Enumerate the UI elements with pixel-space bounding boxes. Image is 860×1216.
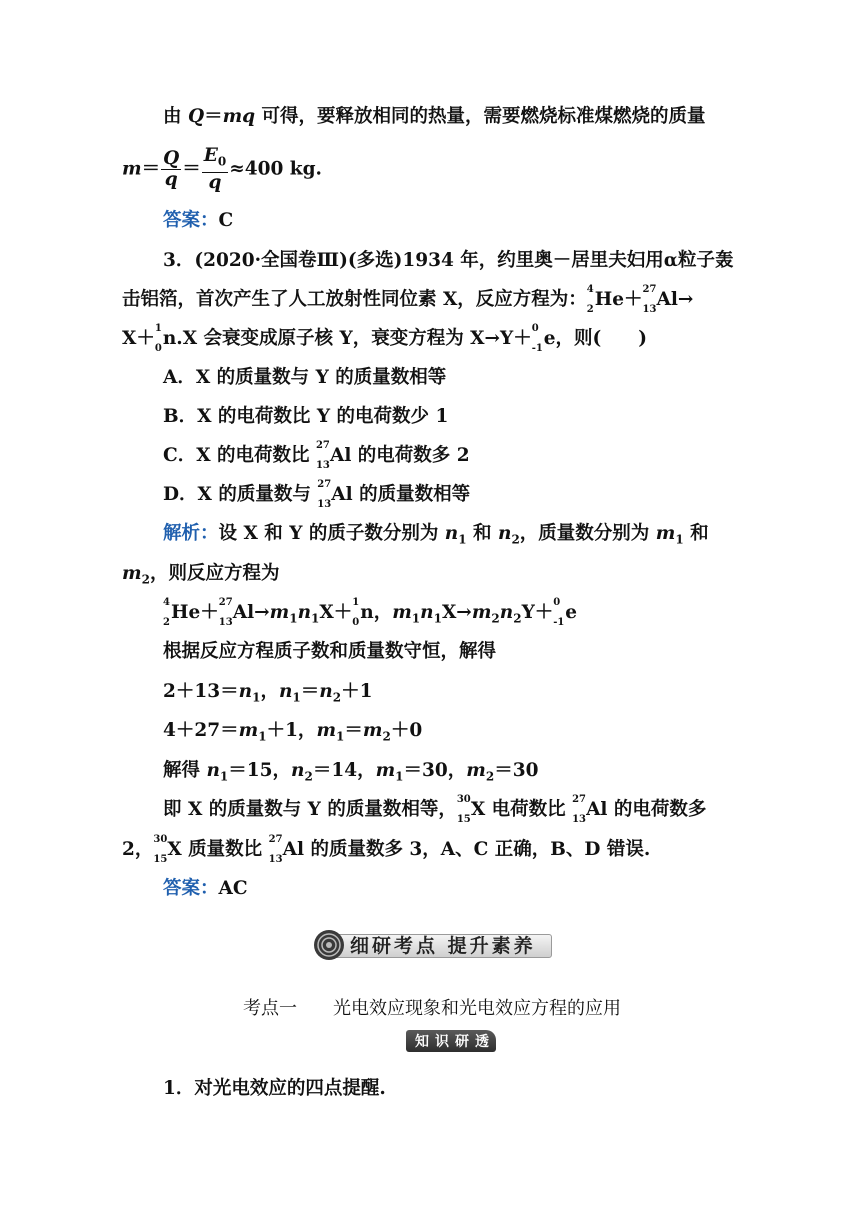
isotope [163, 597, 171, 628]
subscript: 2 [304, 769, 313, 784]
section-title [243, 996, 621, 1022]
text: 即 X 的质量数与 Y 的质量数相等， [163, 799, 457, 820]
text: ＝30 [494, 760, 539, 781]
subscript: 2 [332, 690, 342, 705]
option-b [163, 404, 448, 430]
text: n， [360, 602, 393, 623]
text: 2， [122, 839, 154, 860]
text: Al→ [656, 289, 694, 310]
var: m [392, 602, 412, 623]
solution-line [163, 794, 707, 825]
text: 2＋13＝ [163, 681, 239, 702]
text: ，则反应方程为 [149, 563, 280, 584]
atomic-number: 13 [317, 499, 332, 510]
atomic-number: 0 [154, 343, 162, 354]
text: X＋ [122, 328, 155, 349]
var: n [206, 760, 220, 781]
text: ， [260, 681, 279, 702]
option-c [163, 440, 470, 471]
var: m [122, 563, 142, 584]
atomic-number: 2 [586, 304, 594, 315]
subscript: 2 [485, 769, 495, 784]
text: He＋ [171, 602, 219, 623]
mass-number: 0 [531, 323, 539, 334]
text: Al 的质量数多 3，A、C 正确，B、D 错误. [282, 839, 651, 860]
mass-number: 27 [268, 834, 283, 845]
option-a [163, 365, 446, 391]
answer-value: AC [218, 878, 248, 899]
atomic-number: 15 [456, 814, 471, 825]
text: ，质量数分别为 [519, 523, 656, 544]
isotope [531, 323, 544, 354]
text: 考点一 光电效应现象和光电效应方程的应用 [243, 998, 621, 1019]
text: A．X 的质量数与 Y 的质量数相等 [163, 367, 447, 388]
var: m [269, 602, 290, 623]
var: m [655, 523, 676, 544]
atomic-number: 13 [268, 854, 283, 865]
text: ≈400 kg. [229, 158, 322, 180]
text: ＝ [300, 681, 320, 702]
atomic-number: 15 [153, 854, 168, 865]
subscript: 0 [217, 154, 227, 169]
isotope [317, 479, 332, 510]
var: m [471, 602, 492, 623]
var: n [319, 681, 333, 702]
subscript: 2 [513, 611, 522, 626]
text: Al 的电荷数多 [586, 799, 707, 820]
formula-line [122, 146, 322, 193]
text: He＋ [594, 289, 643, 310]
subscript: 1 [219, 769, 229, 784]
solution-label: 解析： [163, 523, 219, 544]
text: B．X 的电荷数比 Y 的电荷数少 1 [163, 406, 449, 427]
text: ＋0 [390, 720, 423, 741]
spiral-icon [312, 928, 346, 962]
answer-value: C [218, 210, 234, 231]
isotope [154, 323, 163, 354]
text: ＝ [182, 158, 201, 180]
numerator: Q [163, 147, 180, 169]
var: m [316, 720, 337, 741]
option-d [163, 479, 471, 510]
subscript: 2 [511, 532, 520, 547]
subscript: 1 [292, 690, 301, 705]
subscript: 1 [395, 769, 404, 784]
text: Al 的质量数相等 [331, 484, 471, 505]
mass-number: 30 [153, 834, 168, 845]
subscript: 1 [258, 729, 267, 744]
subscript: 2 [382, 729, 391, 744]
isotope [553, 597, 565, 628]
text: Y＋ [521, 602, 554, 623]
text: Al→ [232, 602, 270, 623]
subscript: 1 [252, 690, 261, 705]
isotope [352, 597, 360, 628]
section-banner [308, 928, 552, 960]
question-line [163, 248, 734, 274]
atomic-number: -1 [531, 343, 543, 354]
mass-number: 30 [456, 794, 471, 805]
text: ＝15， [228, 760, 292, 781]
atomic-number: 13 [572, 814, 586, 825]
text: e [565, 602, 578, 623]
subscript: 1 [289, 611, 298, 626]
text: C．X 的电荷数比 [163, 445, 316, 466]
tag-label: 知识研透 [415, 1034, 495, 1050]
var: n [278, 681, 293, 702]
var: n [497, 523, 512, 544]
mass-number: 27 [317, 479, 332, 490]
text: 解得 [163, 760, 207, 781]
isotope [268, 834, 283, 865]
text: 3．(2020·全国卷Ⅲ)(多选)1934 年，约里奥－居里夫妇用α粒子轰 [163, 250, 734, 271]
text: ＝ [344, 720, 363, 741]
var: m [122, 158, 142, 180]
var: n [238, 681, 253, 702]
var: n [291, 760, 305, 781]
question-line [122, 284, 694, 315]
var: n [297, 602, 312, 623]
fraction [202, 146, 228, 193]
banner-title: 细研考点 提升素养 [350, 935, 536, 957]
text: X 质量数比 [167, 839, 269, 860]
text: 可得，要释放相同的热量，需要燃烧标准煤燃烧的质量 [255, 106, 706, 127]
solution-line [163, 679, 372, 711]
var: n [499, 602, 514, 623]
text: ＝ [141, 158, 161, 180]
subscript: 1 [458, 532, 467, 547]
mass-number: 27 [218, 597, 233, 608]
text: ＝ [204, 106, 223, 127]
solution-line [122, 834, 651, 865]
var: m [238, 720, 259, 741]
solution-line [122, 561, 279, 593]
atomic-number: 0 [352, 617, 360, 628]
text: ＝14， [312, 760, 376, 781]
mass-number: 4 [586, 284, 594, 295]
solution-line [163, 718, 422, 750]
mass-number: 27 [315, 440, 330, 451]
mass-number: 27 [572, 794, 586, 805]
atomic-number: 2 [163, 617, 170, 628]
var: m [362, 720, 383, 741]
answer-line [163, 208, 233, 234]
mass-number: 4 [163, 597, 170, 608]
isotope [218, 597, 233, 628]
var: n [444, 523, 459, 544]
answer-label: 答案： [163, 878, 219, 899]
var: m [375, 760, 396, 781]
text: e，则( ) [543, 328, 647, 349]
var: mq [222, 106, 256, 127]
text: 和 [466, 523, 498, 544]
text: X→ [441, 602, 472, 623]
subscript: 1 [336, 729, 345, 744]
list-item [163, 1076, 386, 1102]
question-line [122, 323, 647, 354]
denominator: q [208, 171, 222, 193]
text: n.X 会衰变成原子核 Y，衰变方程为 X→Y＋ [162, 328, 532, 349]
isotope [153, 834, 168, 865]
mass-number: 27 [642, 284, 657, 295]
subscript: 1 [433, 611, 442, 626]
mass-number: 0 [553, 597, 561, 608]
text: 4＋27＝ [163, 720, 239, 741]
text: X＋ [319, 602, 353, 623]
numerator: E [203, 145, 218, 166]
subscript: 1 [411, 611, 421, 626]
text: X 电荷数比 [470, 799, 573, 820]
equation-line [163, 597, 578, 632]
var: Q [187, 106, 205, 127]
atomic-number: 13 [315, 460, 330, 471]
text: 击铝箔，首次产生了人工放射性同位素 X，反应方程为： [122, 289, 587, 310]
solution-line [163, 758, 538, 790]
isotope [456, 794, 471, 825]
text: 由 [163, 106, 188, 127]
answer-line [163, 876, 248, 902]
solution-line [163, 639, 496, 665]
subscript: 1 [311, 611, 320, 626]
text: Al 的电荷数多 2 [329, 445, 470, 466]
atomic-number: 13 [218, 617, 233, 628]
text: ＝30， [403, 760, 467, 781]
isotope [572, 794, 586, 825]
subscript: 1 [675, 532, 684, 547]
text: 1．对光电效应的四点提醒. [163, 1078, 386, 1099]
var: m [466, 760, 486, 781]
mass-number: 1 [154, 323, 162, 334]
isotope [315, 440, 330, 471]
knowledge-tag [406, 1030, 496, 1052]
atomic-number: 13 [642, 304, 657, 315]
subscript: 2 [141, 572, 150, 587]
var: n [420, 602, 434, 623]
text: ＋1 [341, 681, 373, 702]
mass-number: 1 [352, 597, 360, 608]
isotope [642, 284, 657, 315]
denominator: q [164, 168, 178, 190]
text: D．X 的质量数与 [163, 484, 318, 505]
text: 设 X 和 Y 的质子数分别为 [218, 523, 445, 544]
answer-label: 答案： [163, 210, 219, 231]
text: 和 [683, 523, 709, 544]
text: 根据反应方程质子数和质量数守恒，解得 [163, 641, 497, 662]
solution-line [163, 521, 709, 553]
atomic-number: -1 [553, 617, 565, 628]
isotope [586, 284, 595, 315]
text: ＋1， [266, 720, 317, 741]
subscript: 2 [491, 611, 500, 626]
fraction [161, 149, 181, 190]
text-line [163, 104, 706, 130]
